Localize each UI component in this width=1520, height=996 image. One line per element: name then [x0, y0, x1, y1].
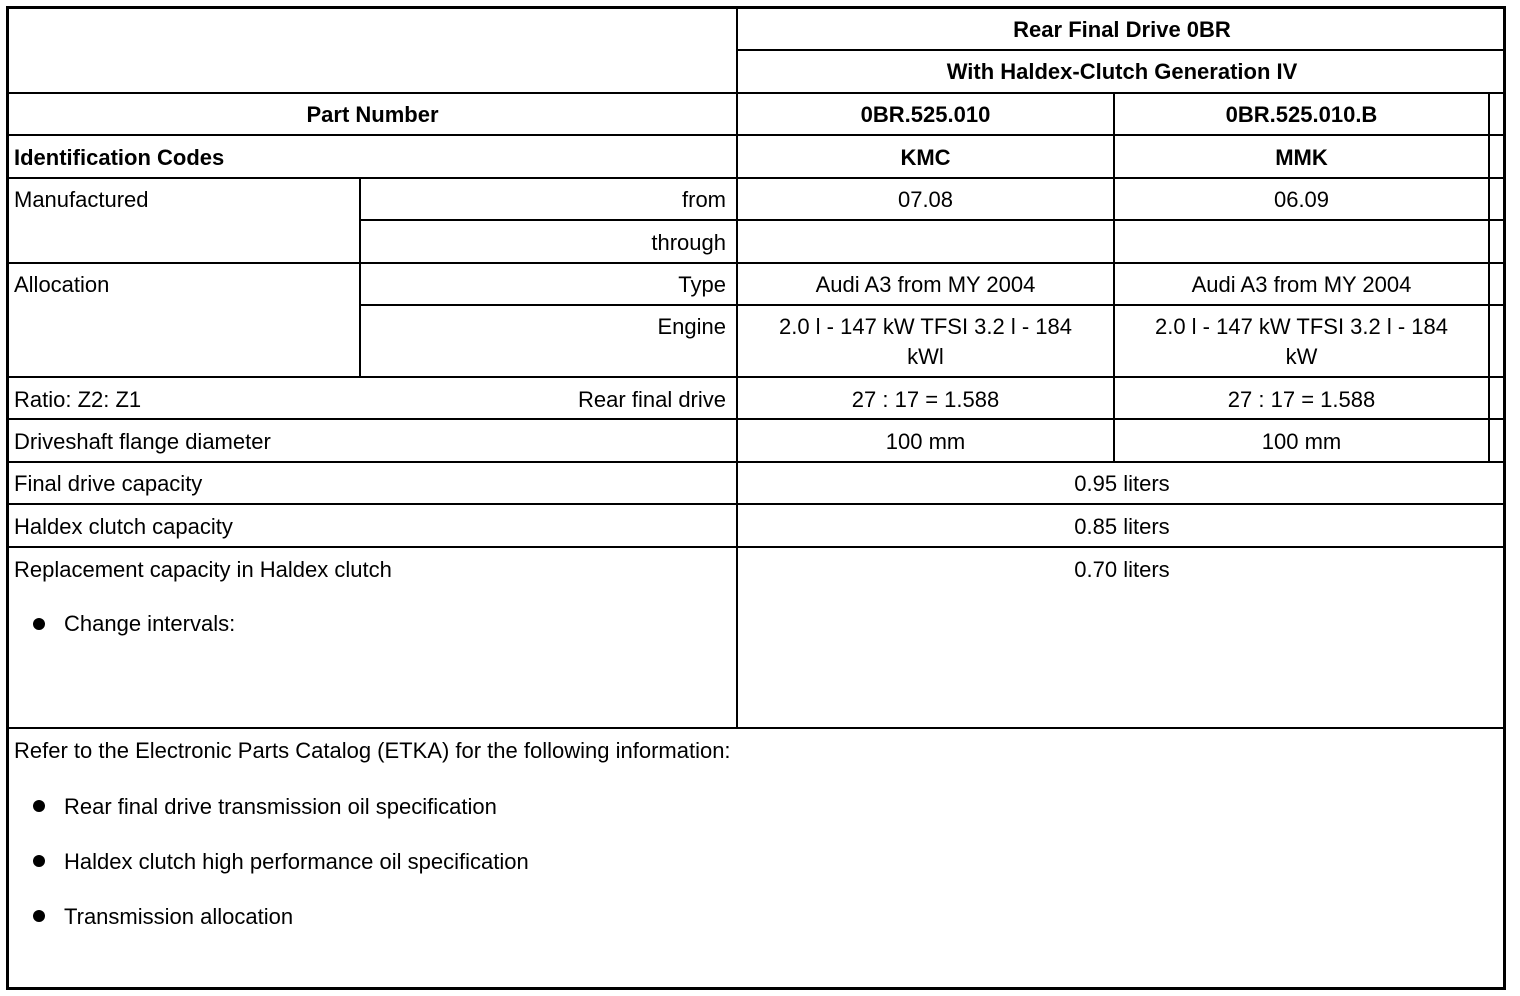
- identification-col2: MMK: [1275, 145, 1328, 170]
- ratio-col2: 27 : 17 = 1.588: [1227, 387, 1376, 412]
- rule: [9, 262, 1506, 264]
- allocation-type-col2: Audi A3 from MY 2004: [1191, 272, 1412, 297]
- rule: [359, 304, 1506, 306]
- flange-label: Driveshaft flange diameter: [14, 429, 271, 454]
- allocation-engine-col1-line1: 2.0 l - 147 kW TFSI 3.2 l - 184: [778, 314, 1073, 339]
- rule: [9, 727, 1506, 729]
- final-drive-capacity-label: Final drive capacity: [14, 471, 203, 496]
- allocation-type-label: Type: [678, 272, 726, 297]
- part-number-col1: 0BR.525.010: [860, 102, 991, 127]
- bullet-icon: [33, 910, 45, 922]
- identification-col1: KMC: [900, 145, 951, 170]
- allocation-engine-label: Engine: [657, 314, 726, 339]
- rule: [9, 134, 1506, 136]
- rule: [9, 92, 1506, 94]
- bullet-icon: [33, 800, 45, 812]
- change-intervals-text: Change intervals:: [64, 611, 236, 636]
- haldex-capacity-label: Haldex clutch capacity: [14, 514, 233, 539]
- ratio-label: Ratio: Z2: Z1: [14, 387, 142, 412]
- rule: [9, 418, 1506, 420]
- part-number-col2: 0BR.525.010.B: [1225, 102, 1378, 127]
- manufactured-from-col1: 07.08: [897, 187, 954, 212]
- allocation-engine-col2-line1: 2.0 l - 147 kW TFSI 3.2 l - 184: [1154, 314, 1449, 339]
- replacement-capacity-value: 0.70 liters: [1074, 557, 1170, 582]
- haldex-capacity-value: 0.85 liters: [1074, 514, 1170, 539]
- allocation-engine-col2-line2: kW: [1285, 344, 1318, 369]
- rule: [359, 219, 1506, 221]
- flange-col2: 100 mm: [1261, 429, 1342, 454]
- etka-item: Haldex clutch high performance oil specification: [64, 849, 529, 874]
- rule: [9, 546, 1506, 548]
- etka-item: Rear final drive transmission oil specification: [64, 794, 497, 819]
- bullet-icon: [33, 618, 45, 630]
- identification-label: Identification Codes: [14, 145, 225, 170]
- table-title: Rear Final Drive 0BR: [1013, 17, 1231, 42]
- ratio-col1: 27 : 17 = 1.588: [851, 387, 1000, 412]
- etka-intro: Refer to the Electronic Parts Catalog (ETKA) for the following information:: [14, 738, 731, 763]
- part-number-label: Part Number: [306, 102, 439, 127]
- allocation-type-col1: Audi A3 from MY 2004: [815, 272, 1036, 297]
- table-subtitle: With Haldex-Clutch Generation IV: [946, 59, 1298, 84]
- manufactured-from-col2: 06.09: [1273, 187, 1330, 212]
- allocation-label: Allocation: [14, 272, 110, 297]
- spec-table: [6, 6, 1506, 990]
- flange-col1: 100 mm: [885, 429, 966, 454]
- allocation-engine-col1-line2: kWl: [907, 344, 944, 369]
- rule: [9, 376, 1506, 378]
- final-drive-capacity-value: 0.95 liters: [1074, 471, 1170, 496]
- rule: [9, 503, 1506, 505]
- manufactured-from-label: from: [682, 187, 726, 212]
- rule: [9, 177, 1506, 179]
- rule: [9, 461, 1506, 463]
- bullet-icon: [33, 855, 45, 867]
- replacement-capacity-label: Replacement capacity in Haldex clutch: [14, 557, 392, 582]
- manufactured-through-label: through: [651, 230, 726, 255]
- rule: [736, 49, 1506, 51]
- rule: [1488, 92, 1490, 463]
- ratio-sub-label: Rear final drive: [578, 387, 726, 412]
- manufactured-label: Manufactured: [14, 187, 149, 212]
- etka-item: Transmission allocation: [64, 904, 294, 929]
